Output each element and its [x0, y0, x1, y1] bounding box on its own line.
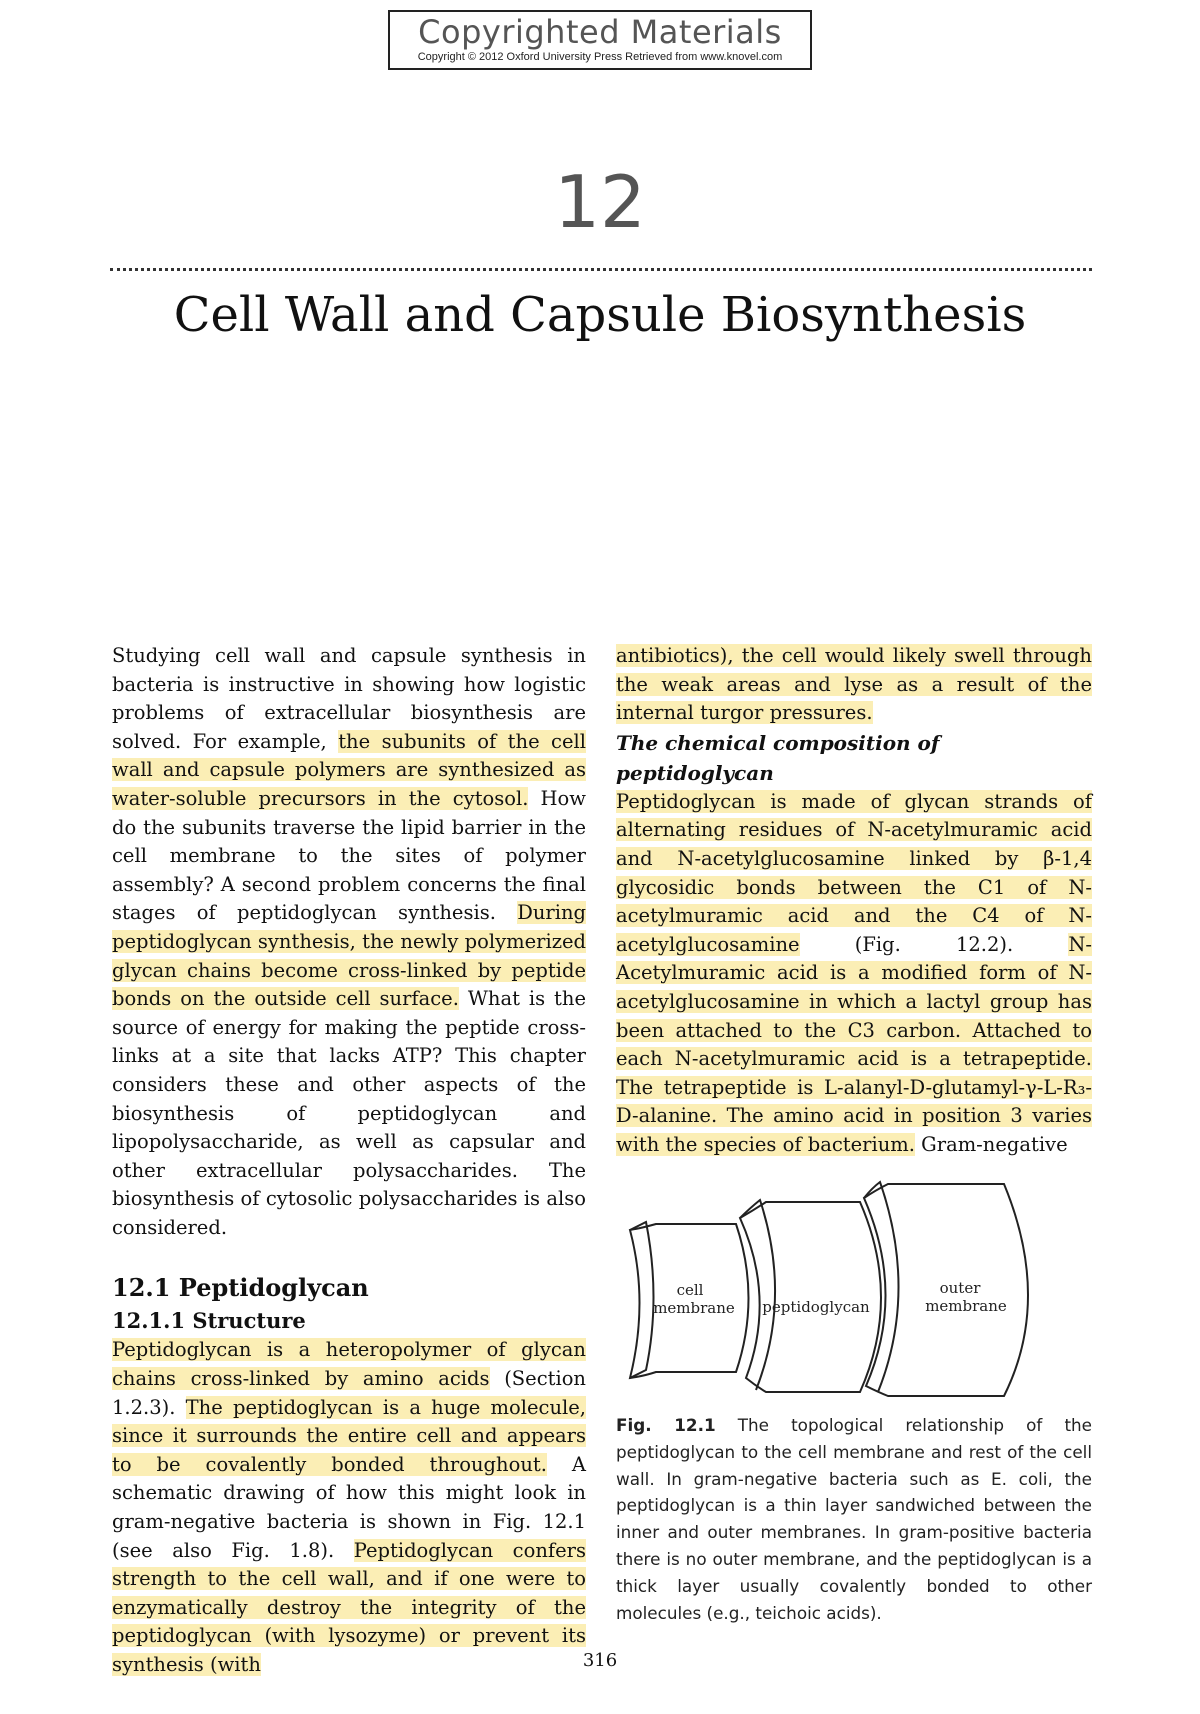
text-run: (Fig. 12.2).	[799, 932, 1069, 956]
highlighted-text: Peptidoglycan is made of glycan strands of alternating residues of N-acetylmuramic acid and N-acetylglucosamine linked by β-1,4 glycosidic bonds between the C1 of N-acetylmuramic acid and the C4 of N-acetylglucosamine	[616, 789, 1092, 956]
watermark-title: Copyrighted Materials	[418, 13, 782, 51]
highlighted-text: The peptidoglycan is a huge molecule, since it surrounds the entire cell and appears to be covalently bonded throughout.	[112, 1395, 586, 1476]
intro-paragraph	[112, 642, 586, 1242]
label-outer: outer	[939, 1279, 981, 1297]
highlighted-text: Peptidoglycan confers strength to the cell wall, and if one were to enzymatically destroy the integrity of the peptidoglycan (with lysozyme) or prevent its synthesis (with	[112, 1538, 586, 1676]
composition-paragraph	[616, 788, 1092, 1160]
text-run: (Section 1.2.3).	[112, 1367, 586, 1419]
left-column	[112, 642, 586, 1680]
figure-cell-wall-layers	[616, 1180, 1096, 1402]
subsection-heading: 12.1.1 Structure	[112, 1308, 306, 1334]
figure-diagram	[616, 1180, 1096, 1402]
page-number: 316	[582, 1650, 618, 1671]
label-peptidoglycan: peptidoglycan	[762, 1298, 870, 1316]
highlighted-text: N-Acetylmuramic acid is a modified form of N-acetylglucosamine in which a lactyl group has been attached to the C3 carbon. Attached to each N-acetylmuramic acid is a tetrapeptide. The tetrapeptide is L-alanyl-D-glutamyl-γ-L-R₃-D-alanine. The amino acid in position 3 varies with the species of bacterium.	[616, 932, 1092, 1156]
highlighted-text: the subunits of the cell wall and capsule polymers are synthesized as water-soluble precursors in the cytosol.	[112, 729, 586, 810]
text-run: Studying cell wall and capsule synthesis in bacteria is instructive in showing how logistic problems of extracellular biosynthesis are solved. For example,	[112, 644, 586, 753]
text-run: A schematic drawing of how this might look in gram-negative bacteria is shown in Fig. 12.1 (see also Fig. 1.8).	[112, 1452, 586, 1562]
text-run: Gram-negative	[914, 1132, 1068, 1156]
chapter-title: Cell Wall and Capsule Biosynthesis	[173, 287, 1027, 343]
chapter-number: 12	[554, 160, 646, 244]
structure-paragraph	[112, 1336, 586, 1679]
peptidoglycan-shape	[740, 1202, 881, 1392]
caption-text: The topological relationship of the peptidoglycan to the cell membrane and rest of the cell wall. In gram-negative bacteria such as E. coli, the peptidoglycan is a thin layer sandwiched between the inner and outer membranes. In gram-positive bacteria there is no outer membrane, and the peptidoglycan is a thick layer usually covalently bonded to other molecules (e.g., teichoic acids).	[616, 1415, 1092, 1623]
copyright-watermark	[388, 10, 812, 70]
caption-label: Fig. 12.1	[616, 1415, 716, 1435]
text-run: What is the source of energy for making the peptide cross-links at a site that lacks ATP? This chapter considers these and other aspects of the biosynthesis of peptidoglycan and lipopolysaccharide, as well as capsular and other extracellular polysaccharides. The biosynthesis of cytosolic polysaccharides is also considered.	[112, 987, 586, 1239]
side-heading: The chemical composition of peptidoglycan	[616, 730, 940, 785]
highlighted-text: Peptidoglycan is a heteropolymer of glycan chains cross-linked by amino acids	[112, 1338, 586, 1391]
label-cell: cell	[676, 1281, 704, 1299]
dotted-divider	[110, 268, 1092, 271]
figure-caption	[616, 1412, 1092, 1626]
label-outer-membrane: membrane	[925, 1297, 1007, 1315]
right-column	[616, 642, 1092, 1160]
highlighted-text: antibiotics), the cell would likely swell through the weak areas and lyse as a result of the internal turgor pressures.	[616, 644, 1092, 725]
label-membrane: membrane	[653, 1299, 735, 1317]
text-run: How do the subunits traverse the lipid barrier in the cell membrane to the sites of polymer assembly? A second problem concerns the final stages of peptidoglycan synthesis.	[112, 786, 586, 925]
highlighted-text: During peptidoglycan synthesis, the newly polymerized glycan chains become cross-linked by peptide bonds on the outside cell surface.	[112, 901, 586, 1011]
watermark-subtitle: Copyright © 2012 Oxford University Press Retrieved from www.knovel.com	[417, 51, 783, 63]
continuation-paragraph	[616, 642, 1092, 728]
section-heading: 12.1 Peptidoglycan	[112, 1273, 369, 1303]
